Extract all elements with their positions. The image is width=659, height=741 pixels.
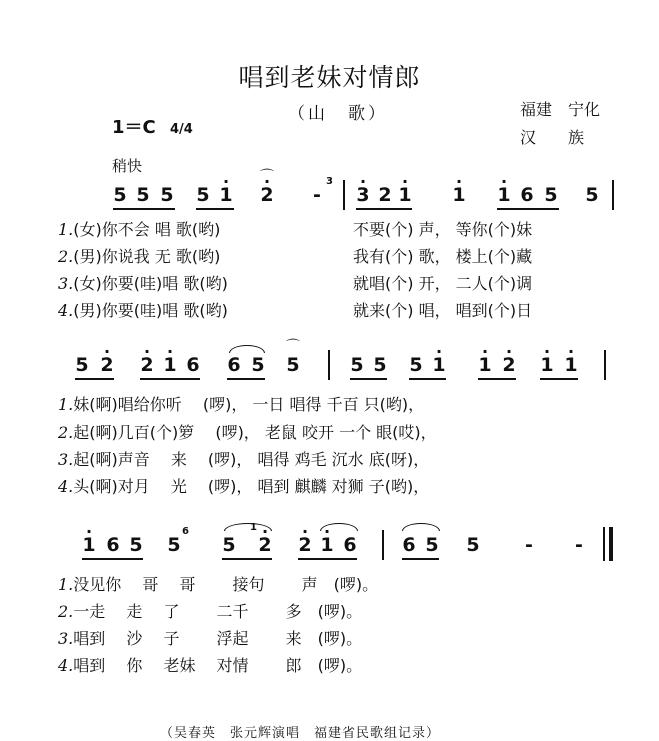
note: · 1 bbox=[478, 354, 492, 376]
lyric-part-a: (女)你要(哇)唱 歌(哟) bbox=[73, 274, 228, 293]
bar-line bbox=[328, 350, 330, 380]
slur bbox=[402, 523, 440, 531]
note: 5 bbox=[222, 534, 236, 556]
lyric-part-a: (男)你要(哇)唱 歌(哟) bbox=[73, 301, 228, 320]
lyric-line bbox=[58, 217, 220, 240]
song-title: 唱到老妹对情郎 bbox=[238, 63, 421, 92]
lyric-part-a: (女)你不会 唱 歌(哟) bbox=[73, 220, 221, 239]
note: · 2 bbox=[140, 354, 154, 376]
verse-number: 3. bbox=[58, 450, 74, 469]
genre-label: （山 歌） bbox=[288, 104, 388, 124]
note: 5 bbox=[286, 354, 300, 376]
lyric-line bbox=[58, 474, 429, 497]
note: · 1 bbox=[540, 354, 554, 376]
beam bbox=[478, 378, 516, 380]
note: 5 bbox=[75, 354, 89, 376]
note: 5 bbox=[409, 354, 423, 376]
origin-ethnic: 汉 族 bbox=[520, 128, 585, 147]
beam bbox=[350, 378, 387, 380]
key-signature bbox=[112, 113, 193, 139]
note: · 2 bbox=[258, 534, 272, 556]
note: - bbox=[313, 184, 321, 206]
note: · 1 bbox=[163, 354, 177, 376]
beam bbox=[196, 208, 234, 210]
verse-number: 3. bbox=[58, 274, 74, 293]
lyric-text: 没见你 哥 哥 接句 声 (啰)。 bbox=[73, 575, 379, 594]
verse-number: 2. bbox=[58, 247, 74, 266]
note: 5 bbox=[251, 354, 265, 376]
slur bbox=[229, 345, 265, 353]
final-bar-thin bbox=[603, 527, 605, 561]
note: 5 bbox=[544, 184, 558, 206]
note: 6 bbox=[520, 184, 534, 206]
note: 2 bbox=[378, 184, 392, 206]
verse-number: 4. bbox=[58, 477, 74, 496]
lyric-line bbox=[58, 271, 228, 294]
note: · 1 bbox=[398, 184, 412, 206]
note: 5 bbox=[425, 534, 439, 556]
beam bbox=[298, 558, 357, 560]
note: 6 bbox=[106, 534, 120, 556]
verse-number: 2. bbox=[58, 423, 74, 442]
beam bbox=[82, 558, 143, 560]
note: · 2 bbox=[260, 184, 274, 206]
note: 5 bbox=[466, 534, 480, 556]
lyric-line bbox=[58, 626, 362, 649]
note: · 3 bbox=[356, 184, 370, 206]
verse-number: 4. bbox=[58, 301, 74, 320]
verse-number: 4. bbox=[58, 656, 74, 675]
note: · 2 bbox=[502, 354, 516, 376]
note: · 1 bbox=[432, 354, 446, 376]
grace-note: 6 bbox=[182, 526, 189, 537]
origin-place: 福建 宁化 bbox=[520, 100, 601, 119]
lyric-line bbox=[58, 653, 362, 676]
note: 5 bbox=[113, 184, 127, 206]
note: 6 bbox=[343, 534, 357, 556]
slur bbox=[320, 523, 358, 531]
performer-credit: （吴春英 张元辉演唱 福建省民歌组记录） bbox=[160, 726, 441, 741]
lyric-line bbox=[58, 420, 437, 443]
lyric-text: 起(啊)声音 来 (啰)， 唱得 鸡毛 沉水 底(呀)， bbox=[73, 450, 430, 469]
beam bbox=[113, 208, 175, 210]
note: - bbox=[575, 534, 583, 556]
beam bbox=[402, 558, 439, 560]
bar-line bbox=[382, 530, 384, 560]
beam bbox=[140, 378, 200, 380]
bar-line bbox=[343, 180, 345, 210]
lyric-text: 起(啊)几百(个)箩 (啰)， 老鼠 咬开 一个 眼(哎)， bbox=[73, 423, 437, 442]
note: · 1 bbox=[320, 534, 334, 556]
origin-info bbox=[520, 96, 600, 152]
verse-number: 2. bbox=[58, 602, 74, 621]
lyric-text: 一走 走 了 二千 多 (啰)。 bbox=[73, 602, 363, 621]
lyric-line bbox=[58, 572, 378, 595]
key-label: 1＝C bbox=[112, 117, 156, 138]
beam bbox=[356, 208, 412, 210]
final-bar-thick bbox=[609, 527, 613, 561]
lyric-line bbox=[58, 244, 220, 267]
note: 5 bbox=[350, 354, 364, 376]
note: 5 bbox=[196, 184, 210, 206]
bar-line bbox=[612, 180, 614, 210]
note: 5 bbox=[373, 354, 387, 376]
note: 5 bbox=[136, 184, 150, 206]
lyric-part-a: (男)你说我 无 歌(哟) bbox=[73, 247, 221, 266]
note: · 1 bbox=[82, 534, 96, 556]
note: · 1 bbox=[564, 354, 578, 376]
tempo-marking: 稍快 bbox=[112, 157, 143, 175]
grace-note: 1 bbox=[250, 522, 257, 533]
lyric-line bbox=[58, 392, 424, 415]
lyric-text: 头(啊)对月 光 (啰)， 唱到 麒麟 对狮 子(哟)， bbox=[73, 477, 430, 496]
lyric-line-b: 我有(个) 歌， 楼上(个)藏 bbox=[353, 247, 533, 266]
note: · 1 bbox=[497, 184, 511, 206]
lyric-line-b: 不要(个) 声， 等你(个)妹 bbox=[353, 220, 533, 239]
beam bbox=[409, 378, 446, 380]
verse-number: 1. bbox=[58, 395, 74, 414]
time-signature: 4/4 bbox=[170, 122, 193, 137]
note: 5 bbox=[160, 184, 174, 206]
lyric-text: 唱到 你 老妹 对情 郎 (啰)。 bbox=[73, 656, 363, 675]
note: · 1 bbox=[219, 184, 233, 206]
grace-note: 3 bbox=[326, 176, 333, 187]
fermata-icon: ⌒ bbox=[260, 169, 274, 185]
verse-number: 1. bbox=[58, 220, 74, 239]
beam bbox=[540, 378, 578, 380]
lyric-line-b: 就来(个) 唱， 唱到(个)日 bbox=[353, 301, 533, 320]
lyric-line bbox=[58, 447, 429, 470]
note: 5 bbox=[585, 184, 599, 206]
bar-line bbox=[604, 350, 606, 380]
verse-number: 3. bbox=[58, 629, 74, 648]
beam bbox=[497, 208, 559, 210]
note: - bbox=[525, 534, 533, 556]
fermata-icon: ⌒ bbox=[286, 339, 300, 355]
beam bbox=[227, 378, 265, 380]
lyric-line-b: 就唱(个) 开， 二人(个)调 bbox=[353, 274, 533, 293]
note: 6 bbox=[402, 534, 416, 556]
beam bbox=[75, 378, 114, 380]
beam bbox=[222, 558, 272, 560]
note: 6 bbox=[227, 354, 241, 376]
note: · 2 bbox=[298, 534, 312, 556]
note: 5 bbox=[167, 534, 181, 556]
note: · 1 bbox=[452, 184, 466, 206]
note: · 2 bbox=[100, 354, 114, 376]
note: 5 bbox=[129, 534, 143, 556]
lyric-text: 妹(啊)唱给你听 (啰)， 一日 唱得 千百 只(哟)， bbox=[73, 395, 425, 414]
verse-number: 1. bbox=[58, 575, 74, 594]
lyric-text: 唱到 沙 子 浮起 来 (啰)。 bbox=[73, 629, 363, 648]
lyric-line bbox=[58, 298, 228, 321]
note: 6 bbox=[186, 354, 200, 376]
lyric-line bbox=[58, 599, 362, 622]
